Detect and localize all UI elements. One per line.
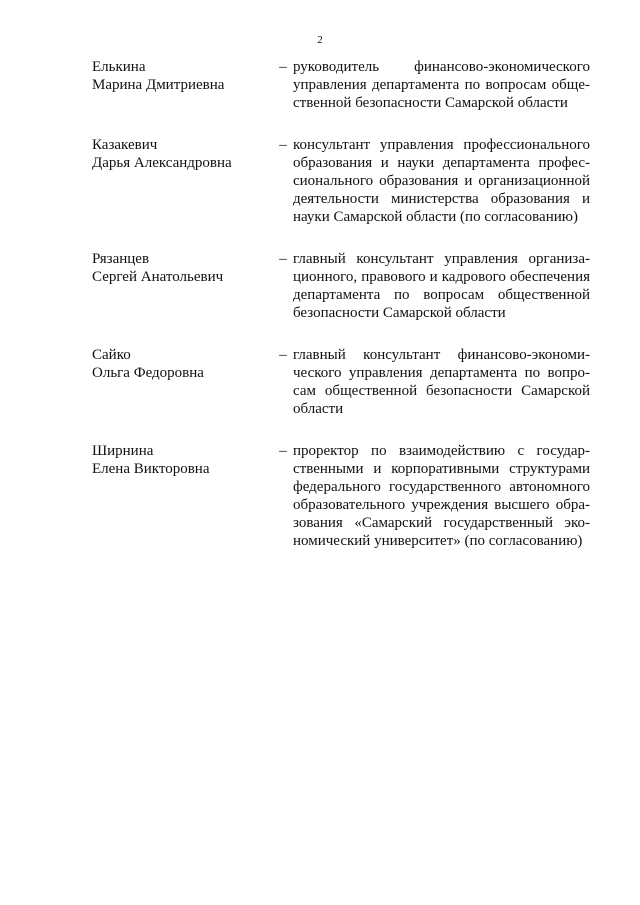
dash-separator: –: [279, 443, 287, 459]
member-name: [92, 346, 273, 382]
dash-separator: –: [279, 59, 287, 75]
member-entry: [92, 346, 590, 418]
member-name: [92, 136, 273, 172]
member-surname: Ширнина: [92, 443, 154, 459]
dash-separator: –: [279, 137, 287, 153]
member-given-names: Ольга Федоровна: [92, 365, 204, 381]
member-given-names: Марина Дмитриевна: [92, 77, 225, 93]
page-number: 2: [317, 34, 323, 46]
commission-member-list: [92, 58, 590, 574]
member-surname: Казакевич: [92, 137, 158, 153]
member-given-names: Сергей Анатольевич: [92, 269, 224, 285]
member-entry: [92, 136, 590, 226]
member-name: [92, 250, 273, 286]
member-position: консультант управления профессионального образования и науки департамента профессионального образования и организационной деятельности министерства образования и науки Самарской области (по согласованию): [293, 137, 590, 225]
member-position: главный консультант финансово-экономического управления департамента по вопросам общественной безопасности Самарской области: [293, 347, 590, 417]
member-entry: [92, 58, 590, 112]
member-name: [92, 442, 273, 478]
member-position: главный консультант управления организационного, правового и кадрового обеспечения департамента по вопросам общественной безопасности Самарской области: [293, 251, 590, 321]
dash-separator: –: [279, 251, 287, 267]
member-given-names: Дарья Александровна: [92, 155, 232, 171]
dash-separator: –: [279, 347, 287, 363]
member-surname: Сайко: [92, 347, 131, 363]
member-entry: [92, 442, 590, 550]
member-surname: Елькина: [92, 59, 146, 75]
member-entry: [92, 250, 590, 322]
member-surname: Рязанцев: [92, 251, 150, 267]
member-given-names: Елена Викторовна: [92, 461, 210, 477]
member-position: руководитель финансово-экономического управления департамента по вопросам общественной безопасности Самарской области: [293, 59, 590, 111]
member-name: [92, 58, 273, 94]
member-position: проректор по взаимодействию с государственными и корпоративными структурами федерального государственного автономного образовательного учреждения высшего образования «Самарский государственный экономический университет» (по согласованию): [293, 443, 590, 549]
